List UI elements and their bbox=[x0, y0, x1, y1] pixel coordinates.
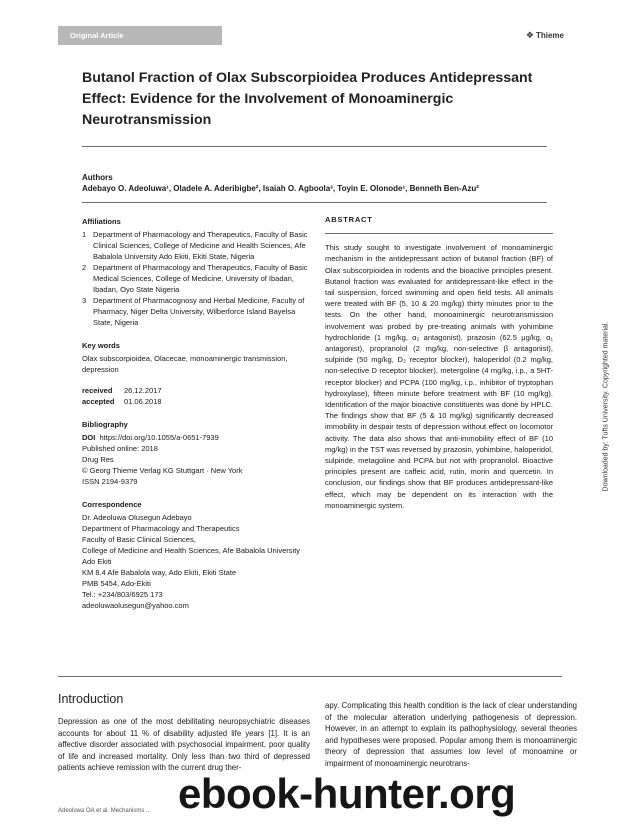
correspondence-line: KM 8.4 Afe Babalola way, Ado Ekiti, Ekiti State bbox=[82, 568, 237, 577]
correspondence-line: Dr. Adeoluwa Olusegun Adebayo bbox=[82, 513, 192, 522]
introduction-heading: Introduction bbox=[58, 692, 124, 706]
dates-section bbox=[82, 385, 312, 407]
bibliography-heading: Bibliography bbox=[82, 420, 128, 429]
abstract-text: This study sought to investigate involvement of monoaminergic mechanism in the antidepressant action of butanol fraction (BF) of Olax subscorpioidea in rodents and the bioactive principles present. Butanol fraction was evaluated for antidepressant-like effect in the tail suspension, forced swimming and open field tests. All animals were treated with BF (5, 10 & 20 mg/kg) thirty minutes prior to the tests. On the other hand, monoaminergic neurotransmission involvement was probed by pre-treating animals with yohimbine hydrochloride (1 mg/kg, α₂ antagonist), prazosin (62.5 μg/kg, α₁ antagonist), propranolol (2 mg/kg, non-selective β antagonist), sulpiride (50 mg/kg, D₂ receptor blocker), haloperidol (0.2 mg/kg, non-selective D receptor blocker), metergoline (4 mg/kg, i.p., a 5HT-receptor blocker) and PCPA (100 mg/kg, i.p., inhibitor of tryptophan hydroxylase), fifteen minute before treatment with BF (10 mg/kg). Identification of the major bioactive constituents was done by HPLC. The findings show that BF (5 & 10 mg/kg) significantly decreased immobility in despair tests of depression without effect on locomotor activity. The data also shows that anti-immobility effect of BF (10 mg/kg) in the TST was reversed by prazosin, yohimbine, haloperidol, sulpiride, metagoline and PCPA but not with propranolol. Bioactive principles present are caffeic acid, rutin, morin and quercetin. In conclusion, our findings show that BF produces antidepressant-like effect, which may be dependent on its interaction with the monoaminergic system. bbox=[325, 243, 553, 510]
copyright-line: © Georg Thieme Verlag KG Stuttgart · New York bbox=[82, 466, 243, 475]
download-notice-text: Downloaded by: Tufts University. Copyrighted material. bbox=[602, 321, 610, 492]
section-divider bbox=[58, 676, 562, 677]
issn: ISSN 2194-9379 bbox=[82, 477, 138, 486]
correspondence-line: Department of Pharmacology and Therapeutics bbox=[82, 524, 240, 533]
affiliations-heading: Affiliations bbox=[82, 217, 121, 226]
accepted-label: accepted bbox=[82, 397, 115, 406]
authors-label: Authors bbox=[82, 173, 113, 182]
published-date: Published online: 2018 bbox=[82, 444, 158, 453]
abstract-divider bbox=[325, 233, 553, 234]
title-divider bbox=[82, 146, 547, 147]
introduction-text-col2: apy. Complicating this health condition is the lack of clear understanding of the molecular alteration underlying pathogenesis of depression. However, in an attempt to explain its pathophysiology, several theories and hypotheses were proposed. Popular among them is monoaminergic theory of depression that assumes low level of monoamine or impairment of monoaminergic neurotrans- bbox=[325, 701, 577, 768]
doi-link[interactable]: https://doi.org/10.1055/a-0651-7939 bbox=[99, 433, 219, 442]
introduction-text-col1: Depression as one of the most debilitating neuropsychiatric diseases accounts for about 11 % of disability adjusted life years [1]. It is an affective disorder associated with psychosocial impairment, poor quality of life and increased mortality. Only less than two third of depressed patients achieve remission with the current drug ther- bbox=[58, 717, 310, 773]
correspondence-heading: Correspondence bbox=[82, 500, 142, 509]
affiliation-item: 3 Department of Pharmacognosy and Herbal Medicine, Faculty of Pharmacy, Niger Delta University, Wilberforce Island Bayelsa State, Nigeria bbox=[82, 296, 305, 327]
authors-divider bbox=[82, 202, 547, 203]
received-label: received bbox=[82, 386, 113, 395]
correspondence-line: Tel.: +234/803/6925 173 bbox=[82, 590, 163, 599]
publisher-name: Thieme bbox=[535, 31, 564, 40]
footer-citation: Adeoluwa OA et al. Mechanisms ... bbox=[58, 808, 152, 814]
publisher-logo bbox=[526, 30, 564, 41]
correspondence-email[interactable]: adeoluwaolusegun@yahoo.com bbox=[82, 601, 189, 610]
received-date: 26.12.2017 bbox=[124, 386, 162, 395]
correspondence-section bbox=[82, 499, 312, 611]
abstract-heading: ABSTRACT bbox=[325, 215, 373, 224]
journal-name: Drug Res bbox=[82, 455, 114, 464]
accepted-date: 01.06.2018 bbox=[124, 397, 162, 406]
thieme-logo-icon: ❖ bbox=[525, 30, 534, 40]
abstract-column bbox=[325, 214, 553, 511]
affiliation-item: 1 Department of Pharmacology and Therapeutics, Faculty of Basic Clinical Sciences, College of Medicine and Health Sciences, Afe Babalola University Ado Ekiti, Ekiti State, Nigeria bbox=[82, 230, 308, 261]
correspondence-line: College of Medicine and Health Sciences, Afe Babalola University Ado Ekiti bbox=[82, 546, 301, 566]
correspondence-line: PMB 5454, Ado-Ekiti bbox=[82, 579, 151, 588]
keywords-section bbox=[82, 340, 312, 375]
correspondence-line: Faculty of Basic Clinical Sciences, bbox=[82, 535, 196, 544]
bibliography-section bbox=[82, 419, 312, 487]
keywords-text: Olax subscorpioidea, Olacecae, monoaminergic transmission, depression bbox=[82, 354, 288, 374]
keywords-heading: Key words bbox=[82, 341, 120, 350]
metadata-column bbox=[82, 216, 312, 611]
article-title: Butanol Fraction of Olax Subscorpioidea Produces Antidepressant Effect: Evidence for the Involvement of Monoaminergic Neurotransmission bbox=[82, 70, 533, 128]
watermark: ebook-hunter.org bbox=[178, 770, 516, 817]
article-type-badge: Original Article bbox=[58, 26, 222, 45]
doi-label: DOI bbox=[82, 433, 96, 442]
affiliation-item: 2 Department of Pharmacology and Therapeutics, Faculty of Basic Medical Sciences, College of Medicine, University of Ibadan, Ibadan, Oyo State Nigeria bbox=[82, 263, 308, 294]
author-list: Adebayo O. Adeoluwa¹, Oladele A. Aderibigbe², Isaiah O. Agboola³, Toyin E. Olonode¹, Benneth Ben-Azu² bbox=[82, 184, 479, 193]
